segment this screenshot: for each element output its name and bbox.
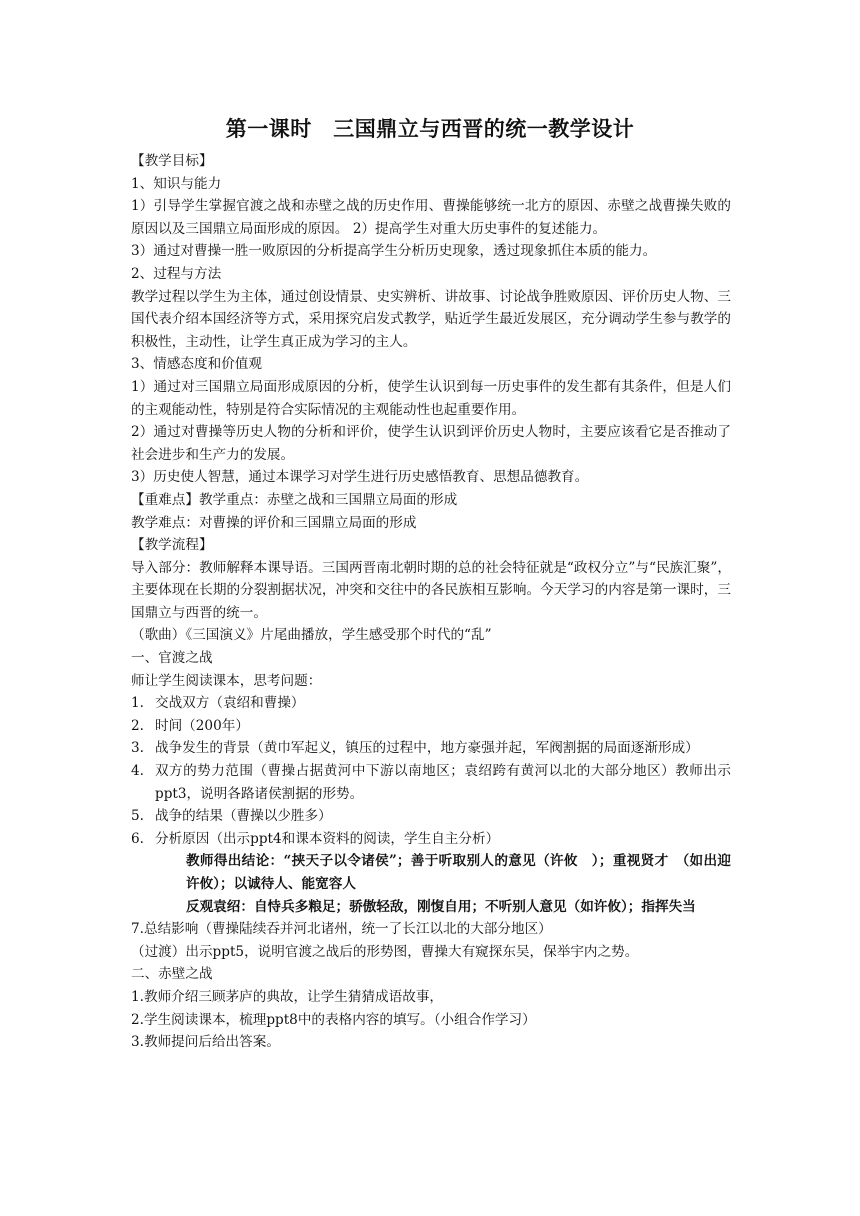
list-item xyxy=(131,715,731,738)
goals-heading: 【教学目标】 xyxy=(131,153,213,169)
keypoints-difficulty: 教学难点：对曹操的评价和三国鼎立局面的形成 xyxy=(131,514,417,531)
list-item xyxy=(131,692,731,715)
keypoints-focus-line xyxy=(131,489,731,512)
list-item-number: 6. xyxy=(131,830,144,847)
list-item xyxy=(131,828,731,851)
list-item-text: 分析原因（出示ppt4和课本资料的阅读，学生自主分析） xyxy=(155,830,500,847)
list-item xyxy=(131,737,731,760)
section-chibi-heading: 二、赤壁之战 xyxy=(131,966,213,983)
keypoints-focus: 教学重点：赤壁之战和三国鼎立局面的形成 xyxy=(198,491,458,508)
list-item-text: 战争发生的背景（黄巾军起义，镇压的过程中，地方豪强并起，军阀割据的局面逐渐形成） xyxy=(155,740,699,757)
keypoints-label: 【重难点】 xyxy=(131,491,199,508)
goals-subheading-attitude: 3、情感态度和价值观 xyxy=(131,356,262,373)
list-item-number: 3. xyxy=(131,740,144,757)
section-guandu-heading: 一、官渡之战 xyxy=(131,650,213,667)
document-body xyxy=(131,150,731,1054)
goals-paragraph: 1）通过对三国鼎立局面形成原因的分析，使学生认识到每一历史事件的发生都有其条件，但是人们的主观能动性，特别是符合实际情况的主观能动性也起重要作用。 xyxy=(131,378,731,418)
list-item xyxy=(131,760,731,805)
goals-subheading-knowledge: 1、知识与能力 xyxy=(131,175,222,192)
list-item-text: 双方的势力范围（曹操占据黄河中下游以南地区；袁绍跨有黄河以北的大部分地区）教师出示ppt3，说明各路诸侯割据的形势。 xyxy=(155,763,731,802)
goals-paragraph: 3）通过对曹操一胜一败原因的分析提高学生分析历史现象，透过现象抓住本质的能力。 xyxy=(131,243,657,260)
list-item-text: 时间（200年） xyxy=(155,717,249,734)
list-item-text: 战争的结果（曹操以少胜多） xyxy=(155,808,332,825)
goals-paragraph: 教学过程以学生为主体，通过创设情景、史实辨析、讲故事、讨论战争胜败原因、评价历史人物、三国代表介绍本国经济等方式，采用探究启发式教学，贴近学生最近发展区，充分调动学生参与教学的积极性，主动性，让学生真正成为学习的主人。 xyxy=(131,288,731,350)
teacher-conclusion: 教师得出结论：“挟天子以令诸侯”；善于听取别人的意见（许攸 ）；重视贤才 （如出迎许攸）；以诚待人、能宽容人 xyxy=(186,853,731,892)
goals-paragraph: 1）引导学生掌握官渡之战和赤壁之战的历史作用、曹操能够统一北方的原因、赤壁之战曹操失败的原因以及三国鼎立局面形成的原因。 2）提高学生对重大历史事件的复述能力。 xyxy=(131,198,731,237)
goals-paragraph: 3）历史使人智慧，通过本课学习对学生进行历史感悟教育、思想品德教育。 xyxy=(131,469,589,486)
flow-heading: 【教学流程】 xyxy=(131,537,213,554)
goals-paragraph: 2）通过对曹操等历史人物的分析和评价，使学生认识到评价历史人物时，主要应该看它是否推动了社会进步和生产力的发展。 xyxy=(131,424,731,463)
list-item-number: 4. xyxy=(131,763,144,780)
flow-intro: 导入部分：教师解释本课导语。三国两晋南北朝时期的总的社会特征就是“政权分立”与“民族汇聚”，主要体现在长期的分裂割据状况，冲突和交往中的各民族相互影响。今天学习的内容是第一课时，三国鼎立与西晋的统一。 xyxy=(131,559,731,621)
document-title: 第一课时 三国鼎立与西晋的统一教学设计 xyxy=(225,117,635,141)
section-guandu-prompt: 师让学生阅读课本，思考问题： xyxy=(131,672,322,689)
list-item xyxy=(131,805,731,828)
list-item-number: 1. xyxy=(131,695,144,712)
chibi-step: 3.教师提问后给出答案。 xyxy=(131,1034,280,1051)
flow-song: （歌曲）《三国演义》片尾曲播放，学生感受那个时代的“乱” xyxy=(131,627,492,644)
summary-impact: 7.总结影响（曹操陆续吞并河北诸州，统一了长江以北的大部分地区） xyxy=(131,921,552,938)
list-item-number: 2. xyxy=(131,717,144,734)
transition-note: （过渡）出示ppt5，说明官渡之战后的形势图，曹操大有窥探东吴，保举宇内之势。 xyxy=(131,943,639,960)
yuan-shao-analysis: 反观袁绍：自恃兵多粮足；骄傲轻敌，刚愎自用；不听别人意见（如许攸）；指挥失当 xyxy=(186,898,696,915)
list-item-text: 交战双方（袁绍和曹操） xyxy=(155,695,305,712)
list-item-number: 5. xyxy=(131,808,144,825)
chibi-step: 2.学生阅读课本，梳理ppt8中的表格内容的填写。（小组合作学习） xyxy=(131,1011,536,1028)
goals-subheading-process: 2、过程与方法 xyxy=(131,265,222,282)
chibi-step: 1.教师介绍三顾茅庐的典故，让学生猜猜成语故事， xyxy=(131,988,444,1005)
